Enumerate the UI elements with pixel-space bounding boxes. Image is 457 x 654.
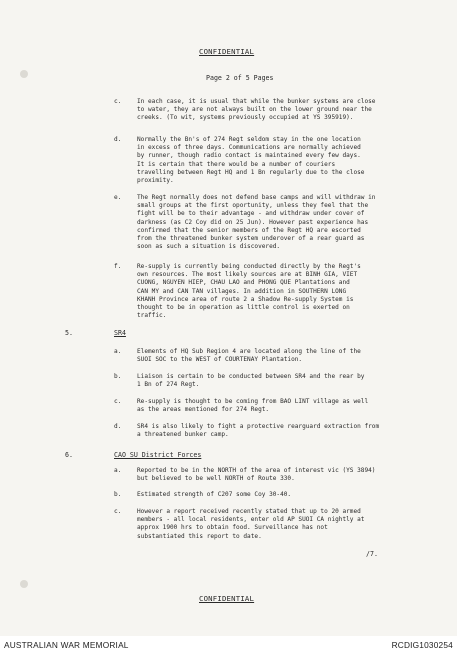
text-line: approx 1900 hrs to obtain food. Surveillance has not — [137, 524, 328, 532]
paragraph-label: a. — [114, 467, 122, 474]
text-line: as the areas mentioned for 274 Regt. — [137, 406, 270, 414]
text-line: It is certain that there would be a number of couriers — [137, 160, 336, 168]
paragraph-text — [137, 467, 437, 483]
text-line: 1 Bn of 274 Regt. — [137, 381, 200, 389]
continuation-marker: /7. — [366, 550, 378, 558]
text-line: KHANH Province area of route 2 a Shadow Re-supply System is — [137, 295, 354, 303]
paragraph-label: b. — [114, 491, 122, 498]
text-line: but believed to be well NORTH of Route 330. — [137, 475, 295, 483]
text-line: proximity. — [137, 177, 174, 185]
paragraph-label: d. — [114, 136, 122, 143]
archive-name: AUSTRALIAN WAR MEMORIAL — [4, 640, 129, 650]
text-line: CAN MY and CAN TAN villages. In addition in SOUTHERN LONG — [137, 287, 347, 295]
paragraph-label: c. — [114, 98, 122, 105]
section-heading: CAO SU District Forces — [114, 451, 202, 459]
text-line: thought to be in operation as little control is exerted on — [137, 304, 350, 312]
text-line: Re-supply is currently being conducted directly by the Regt's — [137, 263, 361, 270]
punch-hole — [20, 580, 28, 588]
punch-hole — [20, 70, 28, 78]
archive-footer-bar — [0, 636, 457, 654]
text-line: soon as such a situation is discovered. — [137, 243, 281, 251]
text-line: from the threatened bunker system underover of a rear guard as — [137, 235, 365, 243]
text-line: Liaison is certain to be conducted between SR4 and the rear by — [137, 373, 365, 380]
text-line: Elements of HQ Sub Region 4 are located along the line of the — [137, 348, 361, 355]
paragraph-text — [137, 263, 437, 320]
section-heading: SR4 — [114, 329, 126, 337]
text-line: a threatened bunker camp. — [137, 431, 229, 439]
text-line: small groups at the first oportunity, unless they feel that the — [137, 202, 369, 210]
paragraph-label: c. — [114, 508, 122, 515]
paragraph-text — [137, 348, 437, 364]
text-line: Estimated strength of C207 some Coy 30-40. — [137, 491, 292, 498]
classification-header: CONFIDENTIAL — [199, 47, 255, 56]
text-line: substantiated this report to date. — [137, 532, 262, 540]
text-line: traffic. — [137, 312, 167, 320]
text-line: SR4 is also likely to fight a protective rearguard extraction from — [137, 423, 380, 430]
paragraph-label: e. — [114, 194, 122, 201]
paragraph-label: f. — [114, 263, 122, 270]
page-number: Page 2 of 5 Pages — [206, 74, 274, 82]
text-line: creeks. (To wit, systems previously occupied at YS 395919). — [137, 114, 354, 122]
text-line: to water, they are not always built on the lower ground near the — [137, 106, 372, 114]
text-line: Normally the Bn's of 274 Regt seldom stay in the one location — [137, 136, 361, 143]
section-number: 6. — [65, 451, 73, 459]
paragraph-text — [137, 508, 437, 541]
text-line: However a report received recently stated that up to 20 armed — [137, 508, 361, 515]
section-number: 5. — [65, 329, 73, 337]
text-line: own resources. The most likely sources are at BINH GIA, VIET — [137, 271, 358, 279]
paragraph-text — [137, 373, 437, 389]
text-line: travelling between Regt HQ and 1 Bn regularly due to the close — [137, 168, 365, 176]
paragraph-label: c. — [114, 398, 122, 405]
classification-footer: CONFIDENTIAL — [199, 594, 255, 603]
text-line: fight will be to their advantage - and withdraw under cover of — [137, 210, 365, 218]
record-id: RCDIG1030254 — [391, 640, 453, 650]
paragraph-text — [137, 491, 437, 499]
paragraph-text — [137, 136, 437, 185]
text-line: by runner, though radio contact is maintained every few days. — [137, 152, 361, 160]
text-line: In each case, it is usual that while the bunker systems are close — [137, 98, 376, 105]
text-line: SUOI SOC to the WEST of COURTENAY Plantation. — [137, 356, 303, 364]
paragraph-label: b. — [114, 373, 122, 380]
paragraph-text — [137, 423, 437, 439]
text-line: confirmed that the senior members of the Regt HQ are escorted — [137, 226, 361, 234]
paragraph-text — [137, 398, 437, 414]
paragraph-text — [137, 98, 437, 123]
text-line: CUONG, NGUYEN HIEP, CHAU LAO and PHONG QUE Plantations and — [137, 279, 350, 287]
text-line: darkness (as C2 Coy did on 25 Jun). However past experience has — [137, 218, 369, 226]
text-line: in excess of three days. Communications are normally achieved — [137, 144, 361, 152]
text-line: members - all local residents, enter old AP SUOI CA nightly at — [137, 516, 365, 524]
text-line: Reported to be in the NORTH of the area of interest vic (YS 3894) — [137, 467, 376, 474]
text-line: Re-supply is thought to be coming from BAO LINT village as well — [137, 398, 369, 405]
paragraph-label: a. — [114, 348, 122, 355]
text-line: The Regt normally does not defend base camps and will withdraw in — [137, 194, 376, 201]
paragraph-text — [137, 194, 437, 251]
paragraph-label: d. — [114, 423, 122, 430]
